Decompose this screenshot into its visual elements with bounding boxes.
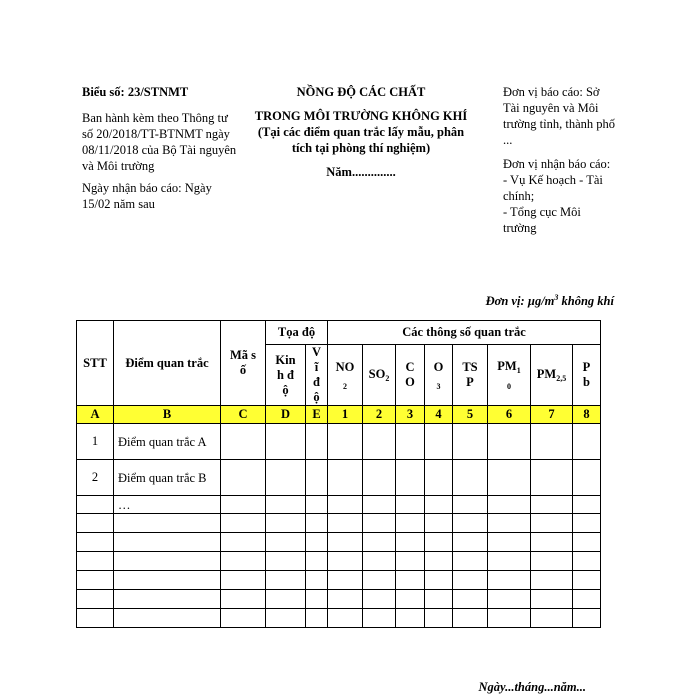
row-stt: 1 — [77, 424, 114, 460]
row-stt — [77, 590, 114, 609]
data-cell[interactable] — [425, 609, 453, 628]
data-cell[interactable] — [396, 533, 425, 552]
data-cell[interactable] — [488, 590, 531, 609]
data-cell[interactable] — [573, 496, 601, 514]
data-cell[interactable] — [306, 496, 328, 514]
header-param — [453, 345, 488, 406]
param-name: SO — [368, 367, 386, 381]
data-cell[interactable] — [425, 514, 453, 533]
table-row — [77, 571, 601, 590]
data-cell[interactable] — [531, 571, 573, 590]
row-stt — [77, 552, 114, 571]
header-param — [425, 345, 453, 406]
data-cell[interactable] — [221, 552, 266, 571]
header-param — [328, 345, 363, 406]
header-params: Các thông số quan trắc — [328, 321, 601, 345]
param-name: PM — [497, 359, 517, 373]
data-cell[interactable] — [221, 533, 266, 552]
column-code: 6 — [488, 406, 531, 424]
right-header — [503, 84, 615, 236]
data-cell[interactable] — [573, 609, 601, 628]
data-cell[interactable] — [488, 552, 531, 571]
data-cell[interactable] — [221, 496, 266, 514]
data-cell[interactable] — [328, 590, 363, 609]
unit-label — [420, 293, 614, 309]
title-year: Năm.............. — [326, 165, 396, 179]
table-row — [77, 533, 601, 552]
issued-with-text: Ban hành kèm theo Thông tư số 20/2018/TT-BTNMT ngày 08/11/2018 của Bộ Tài nguyên và Môi trường — [82, 111, 237, 173]
data-cell[interactable] — [363, 552, 396, 571]
data-cell[interactable] — [306, 552, 328, 571]
column-code: 5 — [453, 406, 488, 424]
column-code: D — [266, 406, 306, 424]
data-cell[interactable] — [363, 533, 396, 552]
column-code: C — [221, 406, 266, 424]
data-cell[interactable] — [453, 496, 488, 514]
data-cell[interactable] — [363, 514, 396, 533]
data-cell[interactable] — [488, 533, 531, 552]
data-cell[interactable] — [221, 424, 266, 460]
data-cell[interactable] — [425, 552, 453, 571]
param-name: CO — [405, 360, 415, 389]
header-lat: Vĩ độ — [306, 345, 328, 406]
data-cell[interactable] — [306, 533, 328, 552]
param-subscript: 10 — [507, 366, 521, 391]
table-row — [77, 424, 601, 460]
data-cell[interactable] — [266, 424, 306, 460]
data-cell[interactable] — [453, 571, 488, 590]
data-cell[interactable] — [221, 514, 266, 533]
data-cell[interactable] — [531, 590, 573, 609]
data-cell[interactable] — [221, 609, 266, 628]
data-cell[interactable] — [573, 571, 601, 590]
table-row — [77, 609, 601, 628]
data-cell[interactable] — [363, 424, 396, 460]
data-cell[interactable] — [488, 609, 531, 628]
table-row — [77, 460, 601, 496]
data-cell[interactable] — [328, 514, 363, 533]
header-param — [488, 345, 531, 406]
table-row — [77, 514, 601, 533]
unit-suffix: không khí — [558, 294, 614, 309]
title-line-2: TRONG MÔI TRƯỜNG KHÔNG KHÍ — [254, 109, 468, 123]
code-row — [77, 406, 601, 424]
data-cell[interactable] — [363, 590, 396, 609]
data-cell[interactable] — [221, 460, 266, 496]
row-point-name — [114, 571, 221, 590]
unit-prefix: Đơn vị: — [485, 294, 528, 309]
unit-exponent: 3 — [554, 293, 559, 302]
data-cell[interactable] — [328, 424, 363, 460]
data-cell[interactable] — [306, 609, 328, 628]
column-code: 4 — [425, 406, 453, 424]
param-subscript: 2 — [343, 381, 347, 391]
data-cell[interactable] — [266, 460, 306, 496]
param-subscript: 2 — [385, 374, 390, 383]
column-code: 1 — [328, 406, 363, 424]
header-param — [396, 345, 425, 406]
row-point-name — [114, 590, 221, 609]
data-cell[interactable] — [453, 552, 488, 571]
data-cell[interactable] — [425, 533, 453, 552]
data-cell[interactable] — [425, 571, 453, 590]
data-cell[interactable] — [425, 496, 453, 514]
data-table — [76, 320, 601, 628]
data-cell[interactable] — [221, 571, 266, 590]
data-cell[interactable] — [453, 424, 488, 460]
header-param — [363, 345, 396, 406]
column-code: E — [306, 406, 328, 424]
row-point-name: … — [114, 496, 221, 514]
column-code: 3 — [396, 406, 425, 424]
data-cell[interactable] — [328, 552, 363, 571]
header-code: Mã số — [221, 321, 266, 406]
title-line-1: NỒNG ĐỘ CÁC CHẤT — [296, 85, 426, 99]
data-cell[interactable] — [221, 590, 266, 609]
data-cell[interactable] — [531, 514, 573, 533]
data-cell[interactable] — [488, 571, 531, 590]
table-row — [77, 552, 601, 571]
data-cell[interactable] — [266, 552, 306, 571]
data-cell[interactable] — [396, 460, 425, 496]
data-cell[interactable] — [328, 496, 363, 514]
data-cell[interactable] — [396, 424, 425, 460]
table-row — [77, 590, 601, 609]
param-subscript: 2,5 — [556, 374, 567, 383]
data-cell[interactable] — [488, 424, 531, 460]
header-param — [573, 345, 601, 406]
data-cell[interactable] — [573, 424, 601, 460]
table-row — [77, 496, 601, 514]
data-cell[interactable] — [453, 609, 488, 628]
row-stt — [77, 533, 114, 552]
data-cell[interactable] — [363, 571, 396, 590]
data-cell[interactable] — [396, 590, 425, 609]
row-point-name: Điểm quan trắc B — [114, 460, 221, 496]
data-cell[interactable] — [328, 460, 363, 496]
receiver-1: - Vụ Kế hoạch - Tài chính; — [503, 173, 603, 203]
row-point-name — [114, 609, 221, 628]
data-cell[interactable] — [453, 533, 488, 552]
header-point: Điểm quan trắc — [114, 321, 221, 406]
header-stt: STT — [77, 321, 114, 406]
reporting-unit-text: Đơn vị báo cáo: Sở Tài nguyên và Môi trường tỉnh, thành phố ... — [503, 85, 615, 147]
row-point-name — [114, 552, 221, 571]
row-stt: 2 — [77, 460, 114, 496]
data-cell[interactable] — [488, 496, 531, 514]
param-name: PM — [536, 367, 557, 381]
header-coords: Tọa độ — [266, 321, 328, 345]
data-cell[interactable] — [488, 514, 531, 533]
data-cell[interactable] — [306, 424, 328, 460]
row-stt — [77, 496, 114, 514]
data-cell[interactable] — [488, 460, 531, 496]
data-cell[interactable] — [306, 571, 328, 590]
data-cell[interactable] — [573, 590, 601, 609]
data-cell[interactable] — [531, 424, 573, 460]
data-cell[interactable] — [328, 533, 363, 552]
form-number: Biểu số: 23/STNMT — [82, 85, 189, 99]
data-cell[interactable] — [573, 533, 601, 552]
data-cell[interactable] — [531, 533, 573, 552]
header-param — [531, 345, 573, 406]
column-code: 2 — [363, 406, 396, 424]
data-cell[interactable] — [363, 460, 396, 496]
data-cell[interactable] — [266, 514, 306, 533]
param-name: O — [433, 359, 444, 374]
header-lon: Kinh độ — [266, 345, 306, 406]
data-cell[interactable] — [396, 552, 425, 571]
data-cell[interactable] — [531, 609, 573, 628]
row-point-name: Điểm quan trắc A — [114, 424, 221, 460]
data-cell[interactable] — [306, 460, 328, 496]
data-cell[interactable] — [425, 424, 453, 460]
row-point-name — [114, 533, 221, 552]
data-cell[interactable] — [573, 514, 601, 533]
column-code: 7 — [531, 406, 573, 424]
param-name: Pb — [582, 360, 591, 389]
data-cell[interactable] — [266, 609, 306, 628]
param-subscript: 3 — [436, 381, 441, 391]
footer-date: Ngày...tháng...năm... — [478, 680, 586, 694]
data-cell[interactable] — [306, 590, 328, 609]
column-code: B — [114, 406, 221, 424]
data-cell[interactable] — [266, 590, 306, 609]
row-stt — [77, 609, 114, 628]
data-cell[interactable] — [266, 571, 306, 590]
data-cell[interactable] — [453, 590, 488, 609]
data-cell[interactable] — [425, 460, 453, 496]
data-cell[interactable] — [363, 609, 396, 628]
data-cell[interactable] — [363, 496, 396, 514]
data-cell[interactable] — [396, 496, 425, 514]
data-cell[interactable] — [396, 609, 425, 628]
data-cell[interactable] — [266, 496, 306, 514]
column-code: A — [77, 406, 114, 424]
column-code: 8 — [573, 406, 601, 424]
data-cell[interactable] — [328, 571, 363, 590]
data-cell[interactable] — [453, 460, 488, 496]
data-cell[interactable] — [396, 571, 425, 590]
data-cell[interactable] — [328, 609, 363, 628]
data-cell[interactable] — [573, 460, 601, 496]
data-cell[interactable] — [453, 514, 488, 533]
data-cell[interactable] — [531, 460, 573, 496]
receiver-2: - Tổng cục Môi trường — [503, 205, 581, 235]
data-cell[interactable] — [266, 533, 306, 552]
data-cell[interactable] — [425, 590, 453, 609]
row-stt — [77, 514, 114, 533]
row-stt — [77, 571, 114, 590]
title-line-3: (Tại các điểm quan trắc lấy mẫu, phân tích tại phòng thí nghiệm) — [257, 125, 465, 155]
data-cell[interactable] — [306, 514, 328, 533]
param-name: TSP — [462, 360, 478, 389]
receiving-label: Đơn vị nhận báo cáo: — [503, 157, 611, 171]
left-header — [82, 84, 237, 212]
received-date-text: Ngày nhận báo cáo: Ngày 15/02 năm sau — [82, 181, 212, 211]
param-name: NO — [335, 359, 355, 374]
data-cell[interactable] — [396, 514, 425, 533]
data-cell[interactable] — [573, 552, 601, 571]
report-title — [248, 84, 474, 180]
unit-base: µg/m — [527, 294, 555, 309]
data-cell[interactable] — [531, 552, 573, 571]
data-cell[interactable] — [531, 496, 573, 514]
row-point-name — [114, 514, 221, 533]
